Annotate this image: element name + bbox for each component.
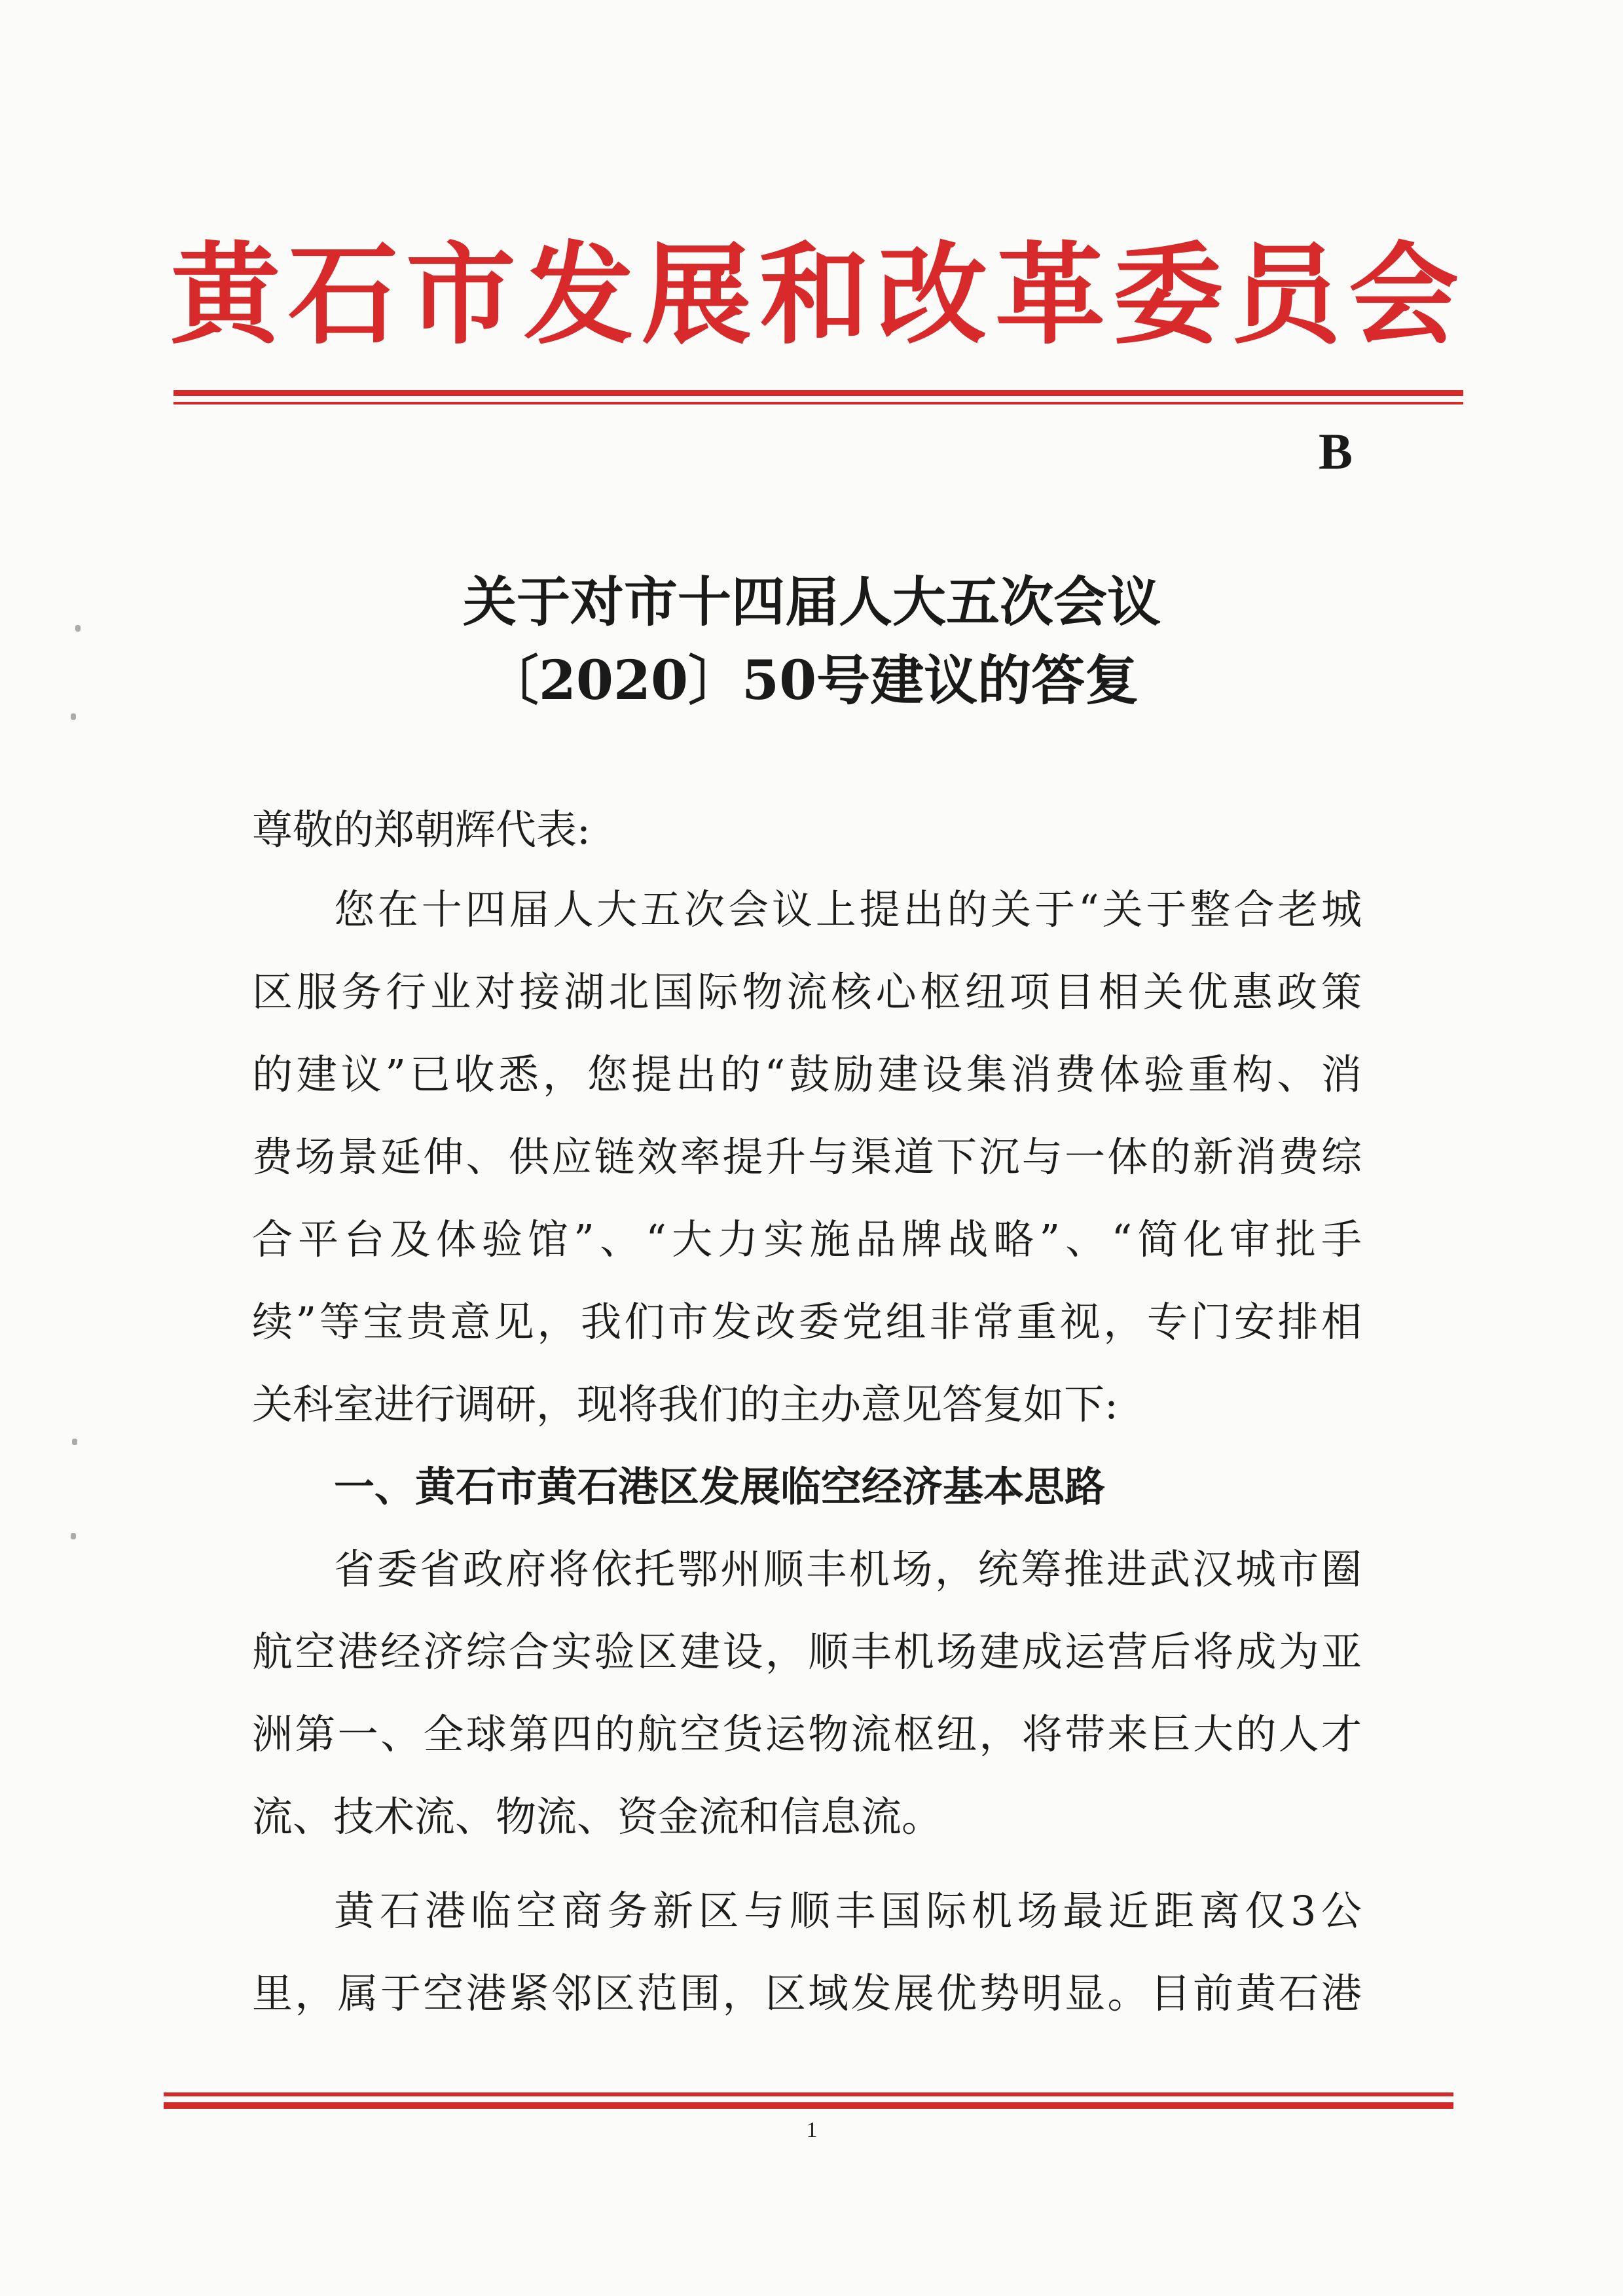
letterhead-red-rule bbox=[173, 390, 1463, 396]
body-line: 您在十四届人大五次会议上提出的关于“关于整合老城 bbox=[334, 886, 1362, 933]
footer-red-rule bbox=[164, 2092, 1453, 2096]
page-number: 1 bbox=[806, 2118, 818, 2142]
salutation: 尊敬的郑朝辉代表: bbox=[252, 806, 591, 853]
body-line: 的建议”已收悉，您提出的“鼓励建设集消费体验重构、消 bbox=[252, 1050, 1362, 1098]
binding-hole-mark bbox=[71, 713, 76, 720]
body-line: 省委省政府将依托鄂州顺丰机场，统筹推进武汉城市圈 bbox=[334, 1545, 1362, 1593]
body-line: 区服务行业对接湖北国际物流核心枢纽项目相关优惠政策 bbox=[252, 968, 1362, 1016]
document-title-line-2: 〔2020〕50号建议的答复 bbox=[484, 649, 1139, 712]
body-line: 关科室进行调研，现将我们的主办意见答复如下: bbox=[252, 1380, 1118, 1428]
letterhead-red-rule-thin bbox=[173, 402, 1463, 404]
body-line: 费场景延伸、供应链效率提升与渠道下沉与一体的新消费综 bbox=[252, 1133, 1362, 1181]
body-line: 黄石港临空商务新区与顺丰国际机场最近距离仅3公 bbox=[334, 1887, 1362, 1935]
letterhead-org-name: 黄石市发展和改革委员会 bbox=[170, 230, 1467, 359]
section-heading: 一、黄石市黄石港区发展临空经济基本思路 bbox=[334, 1463, 1106, 1511]
body-line: 合平台及体验馆”、“大力实施品牌战略”、“简化审批手 bbox=[252, 1215, 1362, 1263]
binding-hole-mark bbox=[71, 1533, 76, 1539]
body-line: 航空港经济综合实验区建设，顺丰机场建成运营后将成为亚 bbox=[252, 1628, 1362, 1676]
footer-red-rule-thick bbox=[164, 2102, 1453, 2109]
binding-hole-mark bbox=[75, 625, 81, 632]
body-line: 里，属于空港紧邻区范围，区域发展优势明显。目前黄石港 bbox=[252, 1969, 1362, 2017]
binding-hole-mark bbox=[72, 1439, 77, 1445]
document-title-line-1: 关于对市十四届人大五次会议 bbox=[462, 571, 1161, 634]
document-mark: B bbox=[1318, 423, 1353, 480]
body-line: 续”等宝贵意见，我们市发改委党组非常重视，专门安排相 bbox=[252, 1298, 1362, 1346]
body-line: 洲第一、全球第四的航空货运物流枢纽，将带来巨大的人才 bbox=[252, 1710, 1362, 1758]
body-line: 流、技术流、物流、资金流和信息流。 bbox=[252, 1793, 943, 1840]
